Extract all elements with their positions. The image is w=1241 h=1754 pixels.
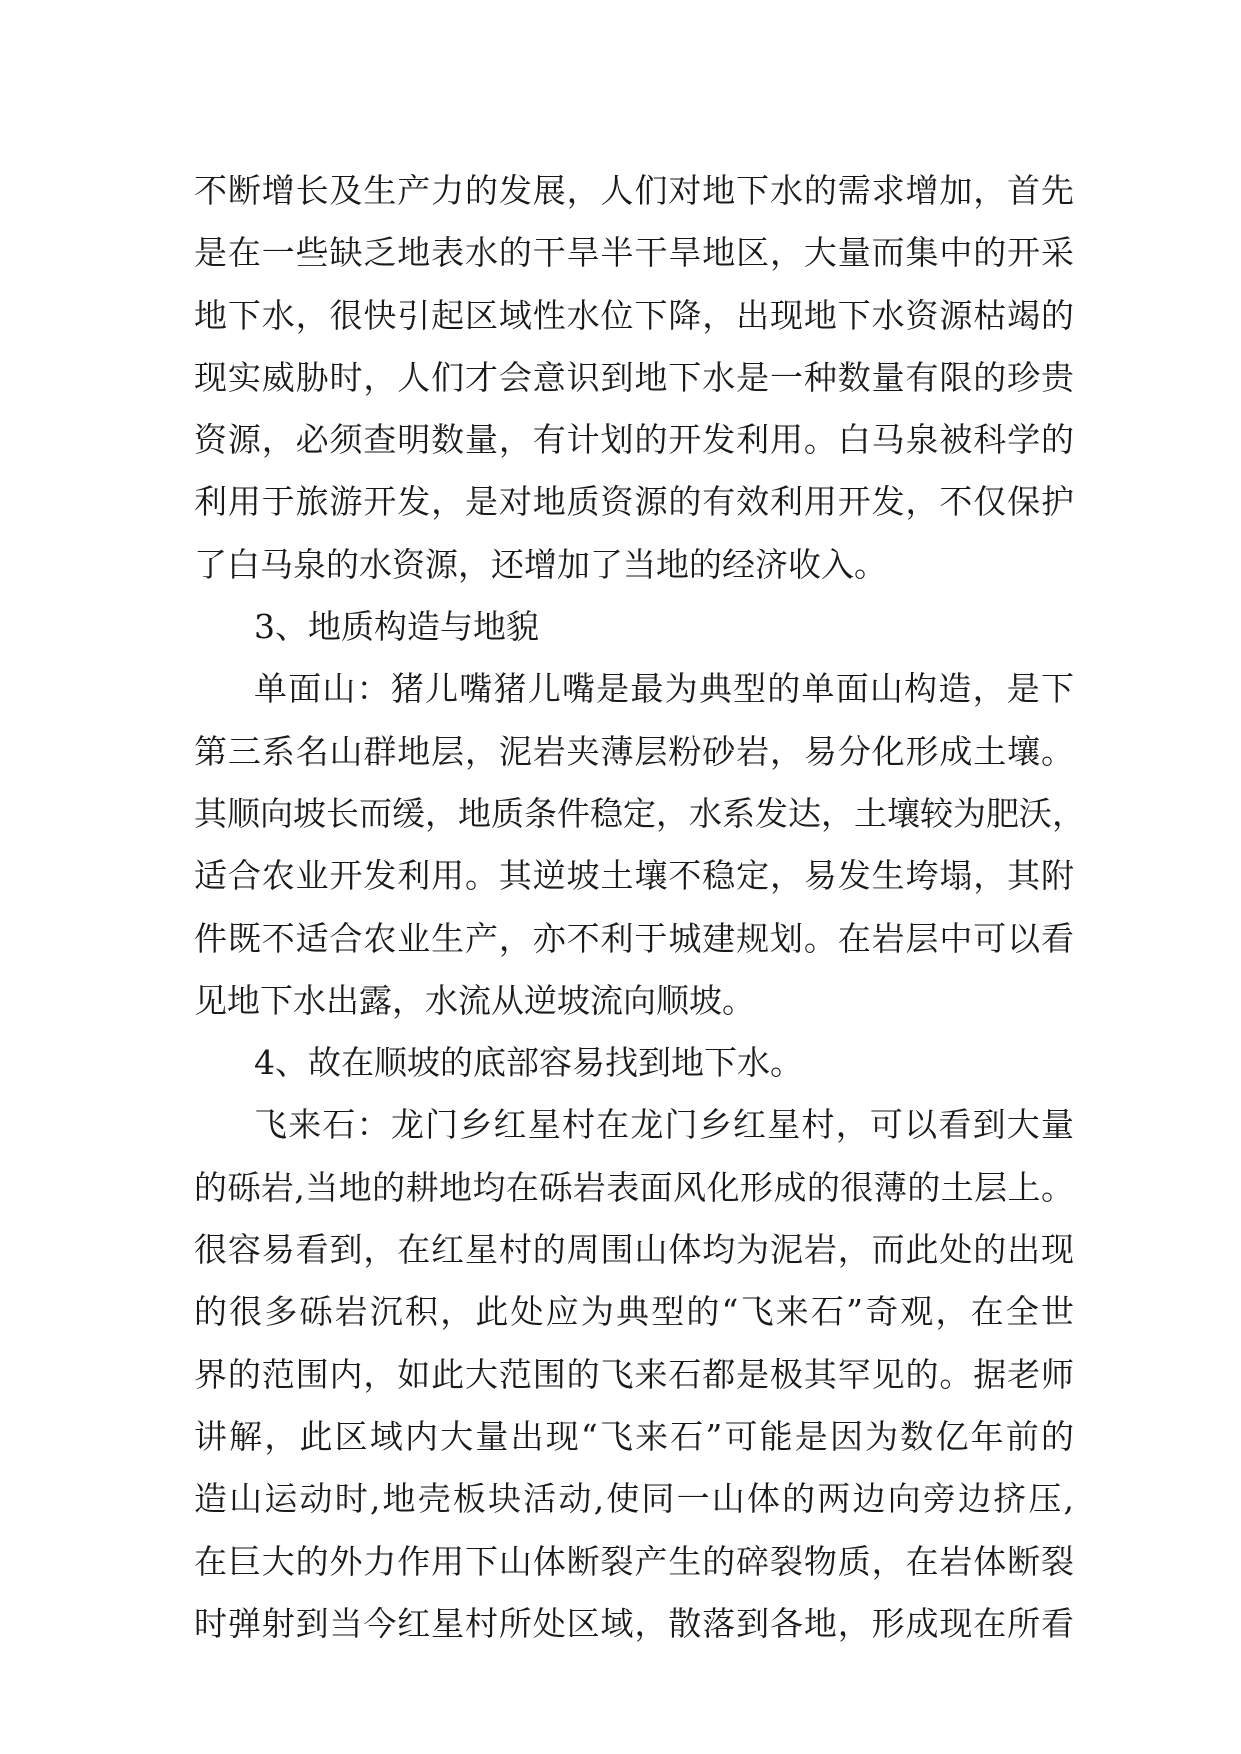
section-heading: 4、故在顺坡的底部容易找到地下水。	[254, 1043, 803, 1083]
text-line: 件既不适合农业生产，亦不利于城建规划。在岩层中可以看	[194, 918, 1074, 958]
document-body	[194, 160, 1085, 1655]
text-line: 第三系名山群地层，泥岩夹薄层粉砂岩，易分化形成土壤。	[194, 731, 1074, 771]
text-line: 单面山：猪儿嘴猪儿嘴是最为典型的单面山构造，是下	[254, 669, 1074, 709]
text-line: 很容易看到，在红星村的周围山体均为泥岩，而此处的出现	[194, 1230, 1074, 1270]
text-line: 现实威胁时，人们才会意识到地下水是一种数量有限的珍贵	[194, 357, 1074, 397]
text-line: 见地下水出露，水流从逆坡流向顺坡。	[194, 980, 755, 1020]
text-line: 其顺向坡长而缓，地质条件稳定，水系发达，土壤较为肥沃，	[194, 793, 1085, 833]
text-line: 界的范围内，如此大范围的飞来石都是极其罕见的。据老师	[194, 1354, 1074, 1394]
text-line: 是在一些缺乏地表水的干旱半干旱地区，大量而集中的开采	[194, 233, 1074, 273]
text-line: 的很多砾岩沉积，此处应为典型的“飞来石”奇观，在全世	[194, 1292, 1074, 1332]
text-line: 地下水，很快引起区域性水位下降，出现地下水资源枯竭的	[194, 295, 1074, 335]
text-line: 讲解，此区域内大量出现“飞来石”可能是因为数亿年前的	[194, 1416, 1074, 1456]
text-line: 造山运动时,地壳板块活动,使同一山体的两边向旁边挤压,	[194, 1479, 1074, 1519]
text-line: 了白马泉的水资源，还增加了当地的经济收入。	[194, 544, 887, 584]
text-line: 利用于旅游开发，是对地质资源的有效利用开发，不仅保护	[194, 482, 1074, 522]
text-line: 时弹射到当今红星村所处区域，散落到各地，形成现在所看	[194, 1603, 1074, 1643]
text-line: 在巨大的外力作用下山体断裂产生的碎裂物质，在岩体断裂	[194, 1541, 1074, 1581]
text-line: 资源，必须查明数量，有计划的开发利用。白马泉被科学的	[194, 420, 1074, 460]
text-line: 的砾岩,当地的耕地均在砾岩表面风化形成的很薄的土层上。	[194, 1167, 1074, 1207]
text-line: 飞来石：龙门乡红星村在龙门乡红星村，可以看到大量	[254, 1105, 1074, 1145]
text-line: 适合农业开发利用。其逆坡土壤不稳定，易发生垮塌，其附	[194, 856, 1074, 896]
section-heading: 3、地质构造与地貌	[254, 607, 539, 647]
text-line: 不断增长及生产力的发展，人们对地下水的需求增加，首先	[194, 171, 1074, 210]
